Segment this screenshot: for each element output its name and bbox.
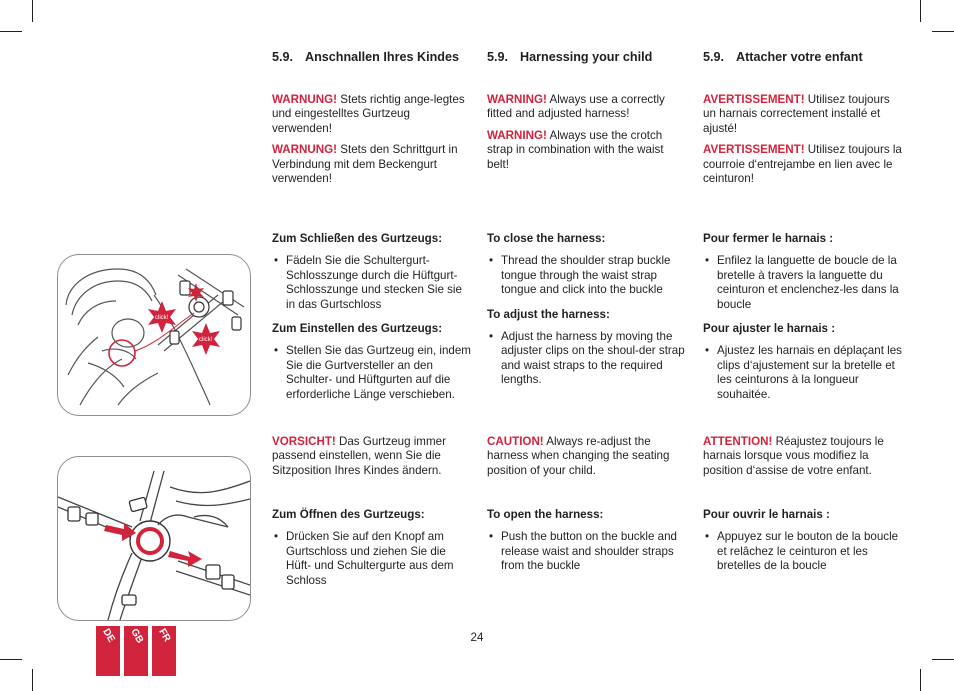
adjust-steps [272,344,472,402]
list-item: • Appuyez sur le bouton de la boucle et relâchez le ceinturon et les bretelles de la boucle [703,530,903,573]
close-adjust-block [272,232,472,412]
warnings-block [272,93,472,193]
close-heading: Pour fermer le harnais : [703,232,834,245]
open-block [703,508,903,584]
warning-label: AVERTISSEMENT! [703,93,805,106]
list-item: • Fädeln Sie die Schultergurt-Schlosszunge durch die Hüftgurt-Schlosszunge und stecken Sie sie in das Gurtschloss [272,254,472,312]
adjust-heading: Zum Einstellen des Gurtzeugs: [272,322,443,336]
open-steps [703,530,903,573]
list-item: • Ajustez les harnais en déplaçant les clips d‘ajustement sur la bretelle et les ceinturons à la longueur souhaitée. [703,344,903,402]
crop-mark [32,0,33,22]
warning-label: WARNING! [487,128,547,142]
section-heading [703,49,903,65]
list-item: • Stellen Sie das Gurtzeug ein, indem Sie die Gurtversteller an den Schulter- und Hüftgurten auf die erforderliche Länge verschieben. [272,344,472,402]
warning-paragraph [487,129,687,172]
adjust-heading: To adjust the harness: [487,307,610,321]
click-label: click! [199,337,213,343]
close-heading: To close the harness: [487,232,606,245]
adjust-steps [703,344,903,402]
harness-opening-illustration [57,456,251,621]
section-title: Harnessing your child [520,50,653,64]
warning-label: AVERTISSEMENT! [703,143,805,157]
crop-mark [0,31,22,32]
language-tab-label: GB [128,626,146,646]
caution-label: ATTENTION! [703,435,773,448]
caution-block [487,435,687,485]
warning-text: Utilisez toujours un harnais correctement installé et ajusté! [703,93,890,135]
adjust-heading: Pour ajuster le harnais : [703,322,836,336]
section-title: Attacher votre enfant [736,50,863,64]
list-item: • Adjust the harness by moving the adjuster clips on the shoul-der strap and waist straps to the required lengths. [487,330,687,388]
list-item: • Enfilez la languette de boucle de la bretelle à travers la languette du ceinturon et enclenchez-les dans la boucle [703,254,903,312]
caution-label: CAUTION! [487,435,544,448]
open-steps [272,530,472,588]
caution-label: VORSICHT! [272,435,336,448]
crop-mark [0,659,22,660]
close-adjust-block [487,232,687,398]
warning-text: Stets den Schrittgurt in Verbindung mit dem Beckengurt verwenden! [272,143,458,186]
close-steps [272,254,472,312]
warning-label: WARNING! [487,93,547,106]
language-tab-label: FR [156,626,173,644]
crop-mark [32,669,33,691]
close-steps [487,254,687,297]
section-heading [272,49,472,65]
list-item: • Push the button on the buckle and release waist and shoulder straps from the buckle [487,530,687,573]
caution-block [272,435,472,485]
language-tab-gb [124,626,148,676]
caution-paragraph [272,435,472,478]
warning-text: Stets richtig ange-legtes und eingestelltes Gurtzeug verwenden! [272,93,465,135]
warning-label: WARNUNG! [272,93,338,106]
open-block [272,508,472,598]
caution-text: Always re-adjust the harness when changing the seating position of your child. [487,435,670,477]
click-label: click! [155,315,169,321]
warning-label: WARNUNG! [272,143,338,157]
warning-text: Always use the crotch strap in combination with the waist belt! [487,128,664,171]
warning-paragraph [272,143,472,186]
language-tab-label: DE [100,626,117,645]
buckle-release-drawing [58,457,250,620]
caution-text: Réajustez toujours le harnais lorsque vous modifiez la position d‘assise de votre enfant. [703,435,884,477]
harness-closing-illustration [57,254,251,416]
warning-text: Always use a correctly fitted and adjusted harness! [487,93,665,121]
crop-mark [920,0,921,22]
section-title: Anschnallen Ihres Kindes [305,50,459,64]
open-block [487,508,687,584]
close-heading: Zum Schließen des Gurtzeugs: [272,232,443,245]
warning-text: Utilisez toujours la courroie d‘entrejambe en lien avec le ceinturon! [703,143,902,186]
list-item: • Thread the shoulder strap buckle tongue through the waist strap tongue and click into the buckle [487,254,687,297]
open-heading: Pour ouvrir le harnais : [703,508,830,521]
caution-paragraph [703,435,903,478]
warnings-block [703,93,903,193]
section-number: 5.9. [487,50,509,64]
language-tab-de [96,626,120,676]
section-heading [487,49,687,65]
list-item: • Drücken Sie auf den Knopf am Gurtschloss und ziehen Sie die Hüft- und Schultergurte aus dem Schloss [272,530,472,588]
close-steps [703,254,903,312]
open-heading: To open the harness: [487,508,604,521]
crop-mark [932,659,954,660]
language-tab-fr [152,626,176,676]
caution-text: Das Gurtzeug immer passend einstellen, wenn Sie die Sitzposition Ihres Kindes ändern. [272,435,446,477]
stroller-seat-drawing [58,255,250,415]
warning-paragraph [703,143,903,186]
page-number: 24 [470,631,484,644]
adjust-steps [487,330,687,388]
crop-mark [920,669,921,691]
close-adjust-block [703,232,903,412]
section-number: 5.9. [703,50,725,64]
warning-paragraph [703,93,903,136]
warning-paragraph [272,93,472,136]
open-heading: Zum Öffnen des Gurtzeugs: [272,508,425,521]
warnings-block [487,93,687,179]
caution-paragraph [487,435,687,478]
open-steps [487,530,687,573]
section-number: 5.9. [272,50,294,64]
warning-paragraph [487,93,687,122]
caution-block [703,435,903,485]
crop-mark [932,31,954,32]
